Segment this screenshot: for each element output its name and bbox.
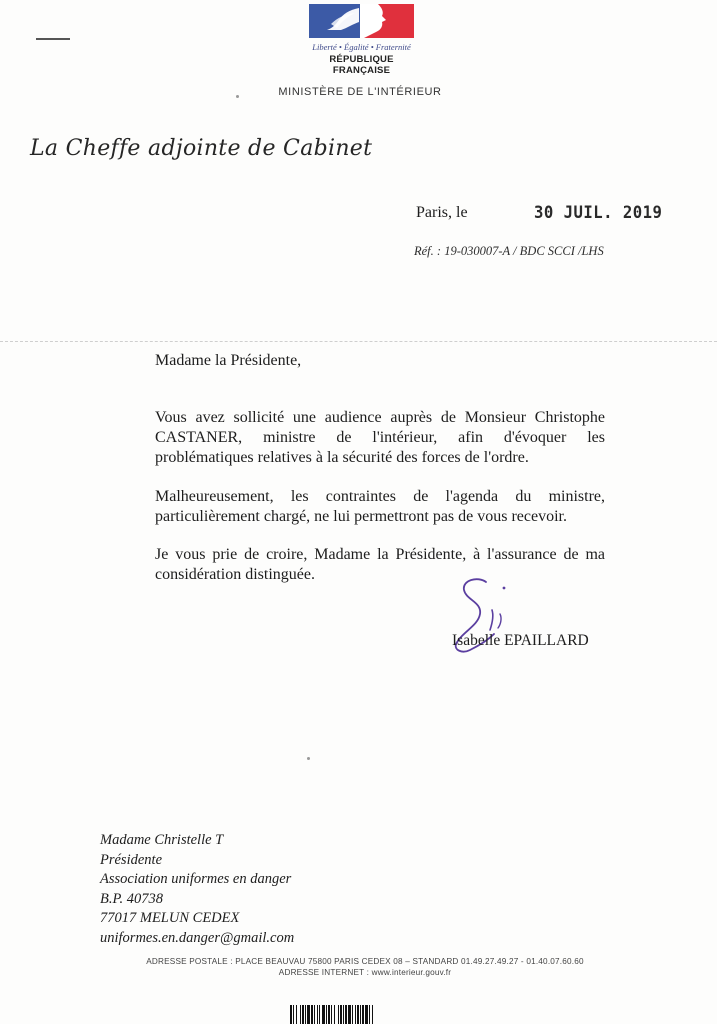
recipient-name: Madame Christelle T [100, 832, 224, 848]
scan-speck [236, 95, 239, 98]
recipient-email: uniformes.en.danger@gmail.com [100, 929, 295, 946]
salutation: Madame la Présidente, [155, 352, 302, 369]
recipient-address [100, 831, 294, 948]
recipient-role: Présidente [100, 851, 163, 868]
paragraph-audience: Vous avez sollicité une audience auprès de Monsieur Christophe CASTANER, ministre de l'intérieur, afin d'évoquer les problématiques relatives à la sécurité des forces de l'ordre. [155, 409, 605, 466]
fold-line [0, 341, 717, 343]
footer [100, 956, 630, 978]
republic-name: RÉPUBLIQUE FRANÇAISE [329, 54, 394, 76]
paragraph-closing: Je vous prie de croire, Madame la Présidente, à l'assurance de ma considération distinguée. [155, 546, 605, 583]
marianne-profile-icon [309, 4, 359, 38]
marianne-logo [309, 4, 414, 38]
letter-city: Paris, le [416, 204, 468, 221]
scan-speck [307, 757, 310, 760]
paragraph-refusal: Malheureusement, les contraintes de l'agenda du ministre, particulièrement chargé, ne lui permettront pas de vous recevoir. [155, 488, 605, 525]
barcode-bar [373, 1005, 374, 1024]
marianne-face-icon [364, 4, 414, 38]
office-title: La Cheffe adjointe de Cabinet [30, 136, 373, 161]
logo-red-panel [364, 4, 415, 38]
recipient-po-box: B.P. 40738 [100, 890, 163, 907]
reference-number: Réf. : 19-030007-A / BDC SCCI /LHS [414, 244, 604, 258]
recipient-organization: Association uniformes en danger [100, 871, 292, 887]
footer-postal-address: ADRESSE POSTALE : PLACE BEAUVAU 75800 PARIS CEDEX 08 – STANDARD 01.49.27.49.27 - 01.40.07.60.60 [146, 957, 584, 966]
barcode [290, 1005, 440, 1024]
ministry-name: MINISTÈRE DE L'INTÉRIEUR [278, 86, 442, 98]
footer-internet-address: ADRESSE INTERNET : www.interieur.gouv.fr [278, 968, 452, 977]
logo-blue-panel [309, 4, 360, 38]
republic-motto: Liberté • Égalité • Fraternité [312, 42, 411, 52]
signer-name: Isabelle EPAILLARD [452, 632, 589, 649]
date-stamp: 30 JUIL. 2019 [534, 203, 663, 223]
scan-mark [36, 38, 70, 40]
recipient-city: 77017 MELUN CEDEX [100, 910, 240, 926]
